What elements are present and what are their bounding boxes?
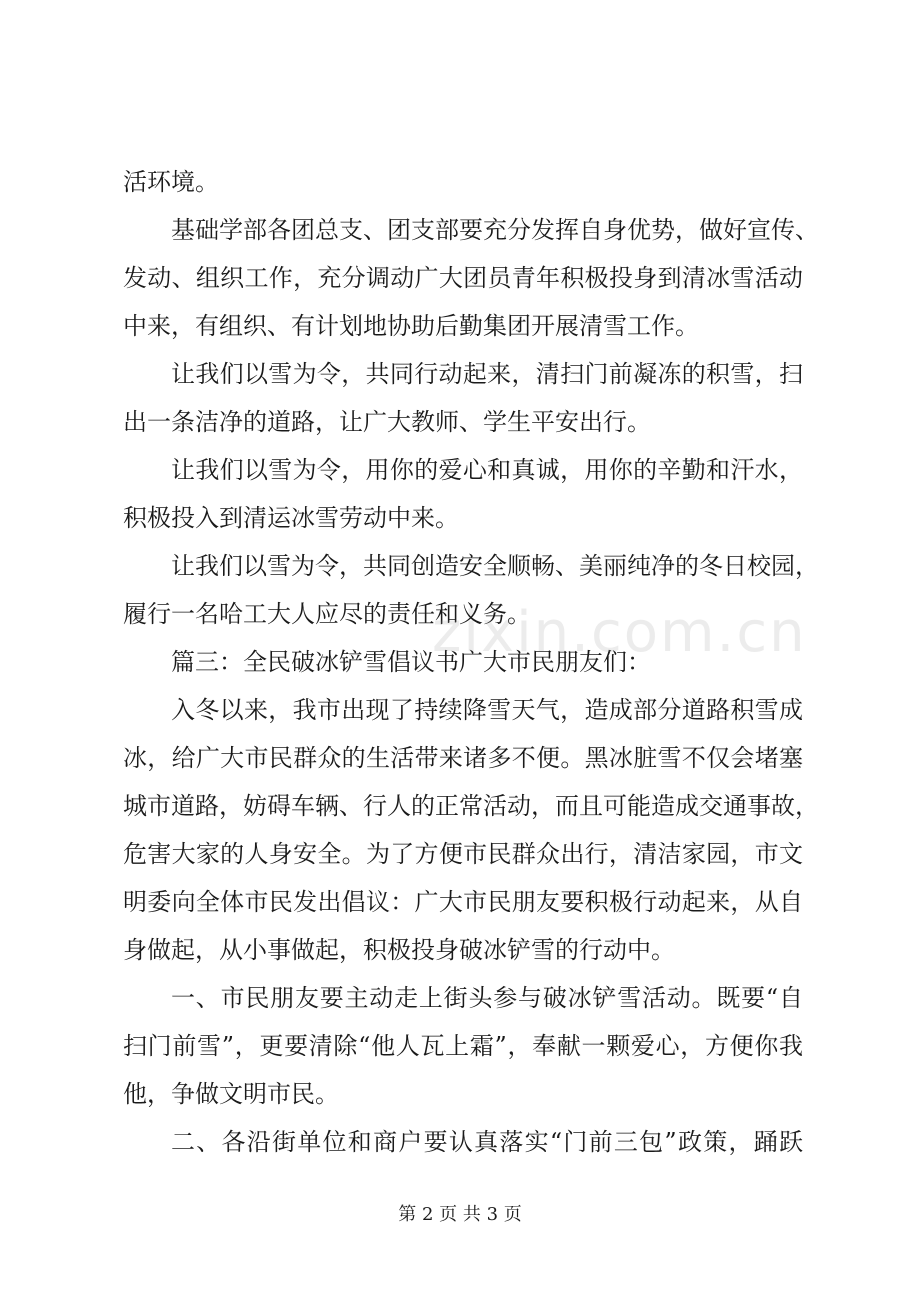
paragraph-start: 一、市民朋友要主动走上街头参与破冰铲雪活动。既要“自 [171,984,803,1012]
text-line: 他，争做文明市民。 [123,1080,339,1108]
paragraph-start: 基础学部各团总支、团支部要充分发挥自身优势，做好宣传、 [171,216,819,244]
document-body [123,158,819,1166]
text-line: 危害大家的人身安全。为了方便市民群众出行，清洁家园，市文 [123,840,803,868]
paragraph-start: 入冬以来，我市出现了持续降雪天气，造成部分道路积雪成 [171,696,803,724]
text-line: 履行一名哈工大人应尽的责任和义务。 [123,600,531,628]
text-line: 中来，有组织、有计划地协助后勤集团开展清雪工作。 [123,312,699,340]
paragraph-start: 让我们以雪为令，共同行动起来，清扫门前凝冻的积雪，扫 [171,360,803,388]
paragraph-start: 让我们以雪为令，用你的爱心和真诚，用你的辛勤和汗水， [171,456,803,484]
text-line: 明委向全体市民发出倡议：广大市民朋友要积极行动起来，从自 [123,888,803,916]
section-heading: 篇三：全民破冰铲雪倡议书广大市民朋友们： [171,648,651,676]
page-footer: 第 2 页 共 3 页 [398,1204,522,1225]
text-line: 活环境。 [123,168,219,196]
text-line: 冰，给广大市民群众的生活带来诸多不便。黑冰脏雪不仅会堵塞 [123,744,803,772]
text-line: 积极投入到清运冰雪劳动中来。 [123,504,459,532]
text-line: 城市道路，妨碍车辆、行人的正常活动，而且可能造成交通事故， [123,792,819,820]
watermark: zixin.com.cn [432,600,807,665]
paragraph-start: 让我们以雪为令，共同创造安全顺畅、美丽纯净的冬日校园， [171,552,819,580]
text-line: 扫门前雪”，更要清除“他人瓦上霜”，奉献一颗爱心，方便你我 [123,1032,803,1060]
text-line: 出一条洁净的道路，让广大教师、学生平安出行。 [123,408,651,436]
text-line: 身做起，从小事做起，积极投身破冰铲雪的行动中。 [123,936,675,964]
text-line: 发动、组织工作，充分调动广大团员青年积极投身到清冰雪活动 [123,264,803,292]
paragraph-start: 二、各沿街单位和商户要认真落实“门前三包”政策，踊跃 [171,1128,803,1156]
